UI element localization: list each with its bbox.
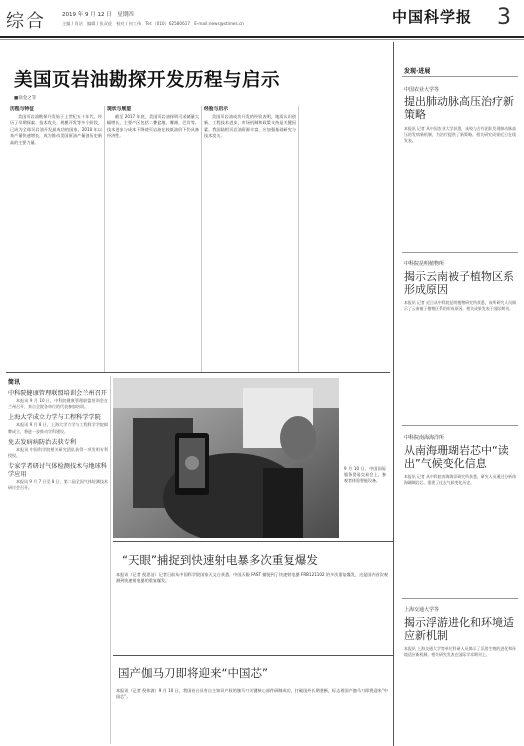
main-article-bottom-rule [6,372,390,373]
article-paragraph: 截至 2017 年底，美国页岩油探明可采储量大幅增长，主要产区包括二叠盆地、鹰滩、巴肯等。技术进步与成本下降使页岩油在较低油价下仍具备经济性。 [107,114,199,139]
sidebar-rule [402,598,518,599]
sidebar-item-source: 中科院昆明植物所 [404,261,445,267]
news-photo [113,378,339,538]
page-number: 3 [497,5,511,30]
photo-illustration [113,378,339,538]
news-item-title: 专家学者研讨气体检测技术与地球科学应用 [8,463,107,479]
column-divider [298,106,299,372]
article-body-gamma-knife: 本报讯（记者 倪伟波）9 月 10 日，我国首台具有自主知识产权的伽马刀关键核心部件研制成功，打破国外长期垄断，标志着国产伽马刀即将迎来“中国芯”。 [116,688,388,700]
sidebar-divider [393,42,394,746]
sidebar-item-body: 本报讯 记者 从中国农业大学获悉，该校与合作团队发现肺动脉高压的发病新机制，为治疗提供了新策略。相关研究成果近日在线发表。 [404,126,516,143]
main-article-column-1 [10,106,102,372]
article-paragraph: 美国页岩油成功开发的经验表明，地质认识创新、工程技术进步、市场机制和政策支持是关键因素。我国陆相页岩油资源丰富，应加强基础研究与技术攻关。 [204,114,296,139]
news-item-body: 本报讯 中国科学院相关研究团队获得一项发明专利授权。 [8,446,108,459]
sidebar-rule [402,252,518,253]
article-rule [113,541,393,542]
sidebar-item-body: 本报讯 上海交通大学等单位科研人员揭示了浮游生物的进化和环境适应新机制，相关研究发表在国际学术期刊上。 [404,646,516,657]
main-article-column-3 [204,106,296,372]
header-rule [0,36,524,38]
sidebar-item-title: 提出肺动脉高压治疗新策略 [404,95,514,121]
main-article-title: 美国页岩油勘探开发历程与启示 [14,70,281,91]
main-article-byline: ■徐金之等 [14,96,37,101]
section-heading: 历程与特征 [10,107,34,112]
section-heading: 经验与启示 [204,107,228,112]
column-divider [201,106,202,372]
sidebar-item-title: 揭示浮游进化和环境适应新机制 [404,616,514,642]
news-item-body: 本报讯 9 月 10 日，中科院健康管理联盟培训会在兰州召开，来自全院各单位的代表参加培训。 [8,398,108,410]
sidebar-rule [402,76,518,77]
column-divider [104,106,105,372]
section-name: 综合 [6,11,46,32]
sidebar-item-body: 本报讯 记者 从中科院南海海洋研究所获悉，研究人员通过分析南海珊瑚岩芯，重建了过去气候变化历史。 [404,474,516,485]
sidebar-item-source: 中科院南海海洋所 [404,435,445,441]
editor-credits: 主编 / 肖洁 编辑 / 张双虎 校对 / 何工伟 Tel:（010）62580617 E-mail:news@stimes.cn [62,21,244,26]
sidebar-item-title: 从南海珊瑚岩芯中“读出”气候变化信息 [404,444,509,470]
news-item-title: 上海大学成立力学与工程科学学院 [8,414,101,422]
news-brief-column [8,386,108,741]
article-body-fast: 本报讯（记者 倪思洁）记者日前从中国科学院国家天文台获悉，中国天眼 FAST 捕捉到了快速射电暴 FRB121102 的多次重复爆发，这是国内首次观测到快速射电暴的重复爆发。 [116,572,388,584]
sidebar-item-title: 揭示云南被子植物区系形成原因 [404,270,514,296]
sidebar-item-source: 中国农业大学等 [404,87,440,93]
main-article-column-2 [107,106,199,372]
photo-caption: 9 月 10 日，中国国际服务贸易交易会上，参观者体验智能设备。 [344,466,386,483]
sidebar-heading: 发现·进展 [404,68,431,75]
article-paragraph: 美国页岩油勘探开发始于上世纪五十年代，经历了早期探索、技术攻关、规模开发等多个阶段，已成为全球页岩油开发最成功的国家。2010 年以来产量快速增长，成为推动美国原油产量创历史新高的主要力量。 [10,114,102,145]
article-title-fast: “天眼”捕捉到快速射电暴多次重复爆发 [122,553,318,567]
news-item-title: 免去发病病防治去获专利 [8,438,77,446]
news-item-title: 中科院健康管理联盟培训会兰州召开 [8,390,107,397]
news-item-body: 本报讯 9 月 8 日，上海大学力学与工程科学学院揭牌成立，将进一步推动学科建设。 [8,422,108,434]
sidebar-item-source: 上海交通大学等 [404,607,440,613]
column-divider [110,376,111,744]
sidebar-rule [402,425,518,426]
news-brief-heading: 简讯 [8,379,21,386]
section-heading: 现状与展望 [107,107,131,112]
issue-date: 2019 年 9 月 12 日 星期四 [62,12,134,18]
header-rule-thin [0,39,524,40]
newspaper-masthead: 中国科学报 [392,8,473,26]
news-item-body: 本报讯 9 月 7 日至 8 日，第二届全国气体检测技术研讨会召开。 [8,479,108,491]
article-title-gamma-knife: 国产伽马刀即将迎来“中国芯” [118,666,268,680]
article-rule [113,655,393,656]
sidebar-item-body: 本报讯 记者 近日从中科院昆明植物研究所获悉，该所研究人员揭示了云南被子植物区系的形成原因，相关成果发表于国际期刊。 [404,300,516,311]
